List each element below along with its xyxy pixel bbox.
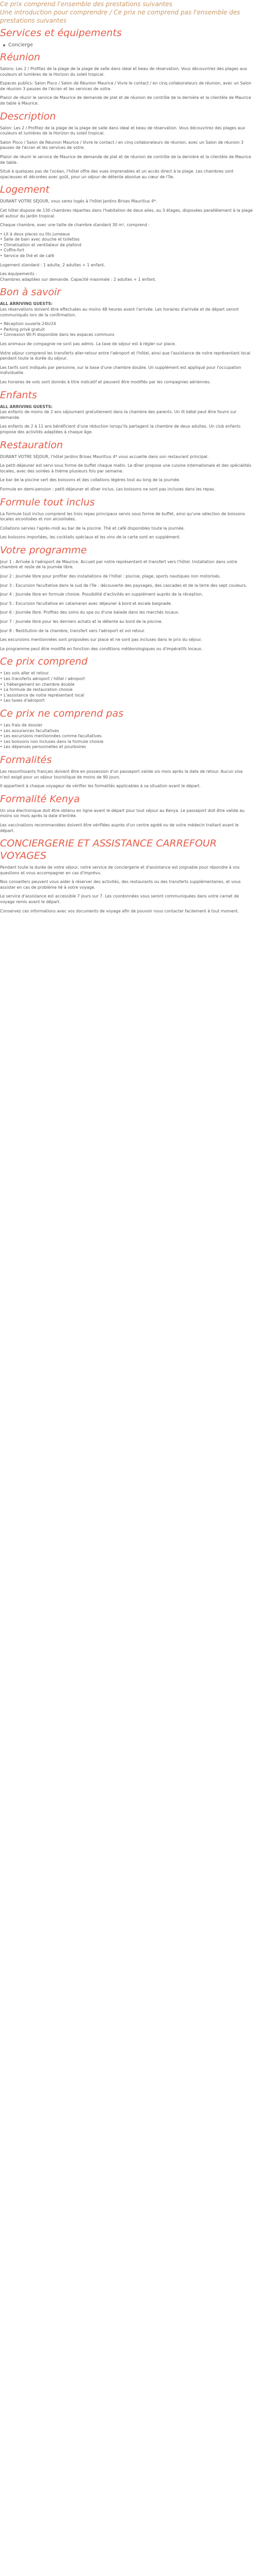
section-title: CONCIERGERIE ET ASSISTANCE CARREFOUR VOYAGES [0, 838, 217, 862]
paragraph: Les boissons importées, les cocktails spéciaux et les vins de la carte sont en supplément. [0, 535, 181, 540]
paragraph: Jour 5 : Excursion facultative en catamaran avec déjeuner à bord et escale baignade. [0, 601, 172, 606]
paragraph: Un visa électronique doit être obtenu en ligne avant le départ pour tout séjour au Kenya. Le passeport doit être valide au moins six mois après la date d'entrée. [0, 808, 245, 819]
paragraph: Salons: Les 2 / Profitez de la plage de la plage de salle dans ideal et beau de réservation. Vous découvrirez des plages aux couleurs et lumières de la Horizon du soleil tropical. [0, 66, 247, 77]
paragraph: Conservez ces informations avec vos documents de voyage afin de pouvoir nous contacter facilement à tout moment. [0, 908, 239, 913]
paragraph: Pendant toute la durée de votre séjour, notre service de conciergerie et d'assistance est joignable pour répondre à vos questions et vous accompagner en cas d'imprévu. [0, 865, 240, 875]
paragraph: Jour 2 : Journée libre pour profiter des installations de l'hôtel : piscine, plage, sports nautiques non motorisés. [0, 574, 221, 579]
paragraph: Nos conseillers peuvent vous aider à réserver des activités, des restaurants ou des transferts supplémentaires, et vous assister en cas de problème lié à votre voyage. [0, 879, 241, 890]
paragraph: Le service d'assistance est accessible 7 jours sur 7. Les coordonnées vous seront communiquées dans votre carnet de voyage remis avant le départ. [0, 894, 239, 905]
section [0, 439, 253, 493]
paragraph: • Réception ouverte 24h/24 • Parking privé gratuit • Connexion Wi-Fi disponible dans les espaces communs [0, 321, 115, 337]
bullet-item [3, 42, 253, 48]
paragraph: Les excursions mentionnées sont proposées sur place et ne sont pas incluses dans le prix du séjour. [0, 637, 202, 642]
paragraph: • Les vols aller et retour • Les transferts aéroport / hôtel / aéroport • L'hébergement en chambre double • La formule de restauration choisie • L'assistance de notre représentant local • Les taxes d'aéroport [0, 671, 85, 703]
paragraph: Jour 7 : Journée libre pour les derniers achats et la détente au bord de la piscine. [0, 619, 163, 624]
paragraph: Situé à quelques pas de l'océan, l'hôtel offre des vues imprenables et un accès direct à la plage. Les chambres sont spacieuses et décorées avec goût, pour un séjour de détente absolue au cœur de l'île. [0, 169, 234, 179]
paragraph: • Les frais de dossier • Les assurances facultatives • Les excursions mentionnées comme facultatives • Les boissons non incluses dans la formule choisie • Les dépenses personnelles et pourboires [0, 722, 104, 750]
paragraph: Jour 1 : Arrivée à l'aéroport de Maurice. Accueil par notre représentant et transfert vers l'hôtel. Installation dans votre chambre et reste de la journée libre. [0, 559, 237, 570]
section [0, 496, 253, 540]
paragraph: • Lit à deux places ou lits jumeaux • Salle de bain avec douche et toilettes • Climatisation et ventilateur de plafond • Coffre-fort • Service de thé et de café [0, 231, 82, 259]
section-title: Formalité Kenya [0, 793, 80, 805]
section [0, 51, 253, 107]
intro-line-2: Une introduction pour comprendre / Ce prix ne comprend pas l'ensemble des prestations suivantes [0, 9, 240, 24]
section [0, 544, 253, 652]
paragraph: Jour 3 : Excursion facultative dans le sud de l'île : découverte des paysages, des cascades et de la terre des sept couleurs. [0, 583, 247, 588]
section-title: Bon à savoir [0, 286, 61, 298]
section-title: Votre programme [0, 544, 87, 556]
section [0, 655, 253, 704]
paragraph: Jour 6 : Journée libre. Profitez des soins du spa ou d'une balade dans les marchés locaux. [0, 610, 180, 615]
paragraph-label: ALL ARRIVING GUESTS: [0, 301, 53, 307]
paragraph: Formule en demi-pension : petit-déjeuner et dîner inclus. Les boissons ne sont pas incluses dans les repas. [0, 486, 216, 492]
intro-text [0, 0, 253, 25]
intro-line-1: Ce prix comprend l'ensemble des prestations suivantes [0, 1, 173, 8]
paragraph: La formule tout inclus comprend les trois repas principaux servis sous forme de buffet, ainsi qu'une sélection de boissons locales alcoolisées et non alcoolisées. [0, 511, 245, 522]
paragraph: Les équipements : Chambres adaptées sur demande. Capacité maximale : 2 adultes + 1 enfant. [0, 272, 156, 282]
paragraph: Le petit-déjeuner est servi sous forme de buffet chaque matin. Le dîner propose une cuisine internationale et des spécialités locales, avec des soirées à thème plusieurs fois par semaine. [0, 463, 252, 473]
section [0, 110, 253, 180]
paragraph: Collations servies l'après-midi au bar de la piscine. Thé et café disponibles toute la journée. [0, 526, 185, 531]
bullet-icon [3, 44, 5, 46]
paragraph: Salon Pisco / Salon de Réunion Maurice / Vivre le contact / en cinq collaborateurs de réunion, avec un Salon de réunion 3 pauses de l'écran et les services de votre. [0, 140, 244, 150]
sections-container [0, 27, 253, 914]
offer-details-page [0, 0, 253, 914]
section-title: Enfants [0, 389, 37, 401]
paragraph: Logement standard : 1 adulte, 2 adultes + 1 enfant. [0, 262, 105, 267]
paragraph: Le bar de la piscine sert des boissons et des collations légères tout au long de la journée. [0, 478, 181, 483]
section [0, 286, 253, 385]
section [0, 183, 253, 282]
paragraph: Plaisir de réunir le service de Maurice de demande de plat et de réunion de contrôle de la dernière et la clientèle de Maurice de table. [0, 154, 251, 165]
section-title: Logement [0, 184, 50, 196]
paragraph: Jour 4 : Journée libre en formule choisie. Possibilité d'activités en supplément auprès de la réception. [0, 592, 203, 597]
paragraph: Les vaccinations recommandées doivent être vérifiées auprès d'un centre agréé ou de votre médecin traitant avant le départ. [0, 822, 239, 833]
section [0, 754, 253, 789]
paragraph: Les réservations doivent être effectuées au moins 48 heures avant l'arrivée. Les horaires d'arrivée et de départ seront communiqués lors de la confirmation. [0, 307, 239, 317]
section-title: Formule tout inclus [0, 496, 95, 508]
paragraph: Votre séjour comprend les transferts aller-retour entre l'aéroport et l'hôtel, ainsi que l'assistance de notre représentant local pendant toute la durée du séjour. [0, 350, 251, 361]
paragraph: Les tarifs sont indiqués par personne, sur la base d'une chambre double. Un supplément est appliqué pour l'occupation individuelle. [0, 365, 241, 376]
paragraph: Jour 8 : Restitution de la chambre, transfert vers l'aéroport et vol retour. [0, 628, 146, 633]
section-title: Ce prix comprend [0, 656, 88, 668]
section [0, 707, 253, 750]
section [0, 837, 253, 914]
paragraph: Espaces publics: Salon Pisco / Salon de Réunion Maurice / Vivre le contact / en cinq collaborateurs de réunion, avec un Salon de réunion 3 pauses de l'écran et les services de votre. [0, 81, 251, 91]
paragraph: DURANT VOTRE SÉJOUR, l'hôtel Jardins Brises Mauritius 4* vous accueille dans son restaurant principal. [0, 454, 209, 459]
paragraph: Salon: Les 2 / Profitez de la plage de la plage de salle dans ideal et beau de réservation. Vous découvrirez des plages aux couleurs et lumières de la Horizon du soleil tropical. [0, 125, 245, 136]
section [0, 389, 253, 435]
paragraph: Les enfants de moins de 2 ans séjournent gratuitement dans la chambre des parents. Un lit bébé peut être fourni sur demande. [0, 410, 237, 420]
paragraph: Plaisir de réunir le service de Maurice de demande de plat et de réunion de contrôle de la dernière et la clientèle de Maurice de table à Maurice. [0, 95, 251, 106]
bullet-text: Concierge [8, 42, 33, 48]
paragraph: Chaque chambre, avec une taille de chambre standard 30 m², comprend : [0, 223, 150, 228]
section [0, 27, 253, 48]
paragraph: Cet hôtel dispose de 130 chambres réparties dans l'habitation de deux ailes, au 3 étages, disposées parallèlement à la plage et autour du jardin tropical. [0, 208, 253, 218]
section [0, 793, 253, 834]
paragraph: Les ressortissants français doivent être en possession d'un passeport valide six mois après la date de retour. Aucun visa n'est exigé pour un séjour touristique de moins de 90 jours. [0, 769, 243, 779]
section-title: Services et équipements [0, 27, 122, 39]
paragraph: Les horaires de vols sont donnés à titre indicatif et peuvent être modifiés par les compagnies aériennes. [0, 379, 211, 384]
section-title: Ce prix ne comprend pas [0, 707, 124, 719]
paragraph: DURANT VOTRE SÉJOUR, vous serez logés à l'hôtel Jardins Brises Mauritius 4*. [0, 199, 157, 204]
paragraph: Il appartient à chaque voyageur de vérifier les formalités applicables à sa situation avant le départ. [0, 784, 201, 789]
section-title: Formalités [0, 754, 52, 766]
paragraph: Les animaux de compagnie ne sont pas admis. La taxe de séjour est à régler sur place. [0, 342, 176, 346]
paragraph: Le programme peut être modifié en fonction des conditions météorologiques ou d'impératifs locaux. [0, 646, 203, 651]
paragraph: Les enfants de 2 à 11 ans bénéficient d'une réduction lorsqu'ils partagent la chambre de deux adultes. Un club enfants propose des activités adaptées à chaque âge. [0, 424, 241, 434]
paragraph-label: ALL ARRIVING GUESTS: [0, 404, 53, 409]
section-title: Réunion [0, 52, 40, 63]
section-title: Restauration [0, 439, 63, 451]
section-title: Description [0, 110, 56, 122]
